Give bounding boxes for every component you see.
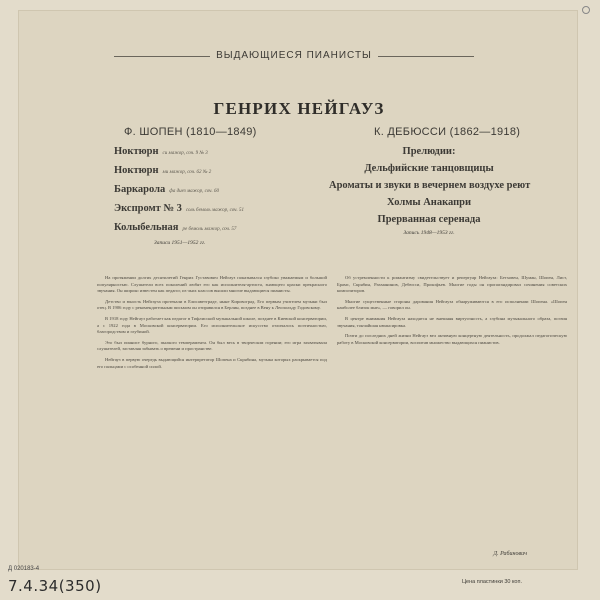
composer-debussy: К. ДЕБЮССИ (1862—1918) [374, 126, 521, 138]
composer-chopin: Ф. ШОПЕН (1810—1849) [124, 126, 257, 138]
series-title: ВЫДАЮЩИЕСЯ ПИАНИСТЫ [210, 50, 378, 61]
notes-paragraph: В 1918 году Нейгауз работает как педагог в Тифлисской музыкальной школе, позднее в Киевской консерватории, а с 1922 года в Московской консерватории. Его исполнительское искусство отличалось поэтичностью, благородством и глубиной. [97, 315, 327, 335]
notes-left-column [97, 275, 327, 374]
debussy-works [329, 143, 529, 236]
work-item: Дельфийские танцовщицы [364, 163, 494, 174]
recording-years: Записи 1951—1952 гг. [154, 240, 206, 246]
notes-right-column [337, 275, 567, 350]
work-item: Ароматы и звуки в вечернем воздухе реют [329, 180, 531, 191]
notes-paragraph: Детство и юность Нейгауза протекали в Елисаветграде, ныне Кировоград. Его первым учителем музыки был отец. В 1906 году с рекомендательным письмом он отправился в Берлин, позднее в Вену к Леопольду Годовскому. [97, 298, 327, 311]
notes-author: Д. Рабинович [493, 551, 527, 557]
work-item: Ноктюрн ми мажор, соч. 62 № 2 [114, 165, 212, 176]
performer-name: ГЕНРИХ НЕЙГАУЗ [213, 99, 385, 118]
work-item: Ноктюрн си мажор, соч. 9 № 3 [114, 146, 208, 157]
preludes-heading: Прелюдии: [402, 146, 456, 157]
catalog-number: Д 020183-4 [8, 566, 40, 572]
series-header [114, 47, 474, 67]
price-label: Цена пластинки 30 коп. [461, 579, 522, 585]
notes-paragraph: Почти до последних дней жизни Нейгауз вел активную концертную деятельность, продолжал педагогическую работу в Московской консерватории, воспитав множество выдающихся пианистов. [337, 333, 567, 345]
work-item: Колыбельная ре бемоль мажор, соч. 57 [114, 222, 237, 233]
recording-years: Запись 1948—1953 гг. [403, 230, 455, 236]
notes-paragraph: Нейгауз в первую очередь выдающийся интерпретатор Шопена и Скрябина, музыка которых раскрывается под его пальцами с особенной силой. [97, 356, 327, 369]
work-item: Баркарола фа диез мажор, соч. 60 [114, 184, 220, 195]
notes-paragraph: На протяжении долгих десятилетий Генрих Густавович Нейгауз показывался глубоко уважаемым и большой популярностью. Слушатели всех поколений любят его как исполнителя-артиста, знающего краски прекрасного звучания. Он широко известен как педагог, из чьих классов вышли многие выдающиеся пианисты. [97, 275, 327, 294]
notes-paragraph: Это был пианист бурного, пылкого темперамента. Он был весь в творческом горении; его игра захватывала слушателей, заставляя забывать о времени и пространстве. [97, 339, 327, 352]
work-item: Прерванная серенада [377, 214, 481, 225]
notes-paragraph: Об устремленности к романтизму свидетельствует и репертуар Нейгауза: Бетховен, Шуман, Шопен, Лист, Брамс, Скрябин, Рахманинов, Дебюсси, Прокофьев. Многие годы он пропагандировал сочинения советских композиторов. [337, 275, 567, 294]
chopin-works [114, 143, 314, 246]
notes-paragraph: Многие существенные стороны дарования Нейгауза обнаруживаются в его исполнении Шопена. «Шопен наиболее близок мне», — говорил он. [337, 298, 567, 311]
corner-mark [582, 6, 590, 14]
handwritten-number: 7.4.34(350) [8, 577, 102, 595]
work-item: Холмы Анакапри [386, 197, 472, 208]
work-item: Экспромт № 3 соль бемоль мажор, соч. 51 [114, 203, 244, 214]
notes-paragraph: В центре внимания Нейгауза находятся не внешняя виртуозность, а глубина музыкального образа, поэзия звучания, тончайшая нюансировка. [337, 315, 567, 328]
